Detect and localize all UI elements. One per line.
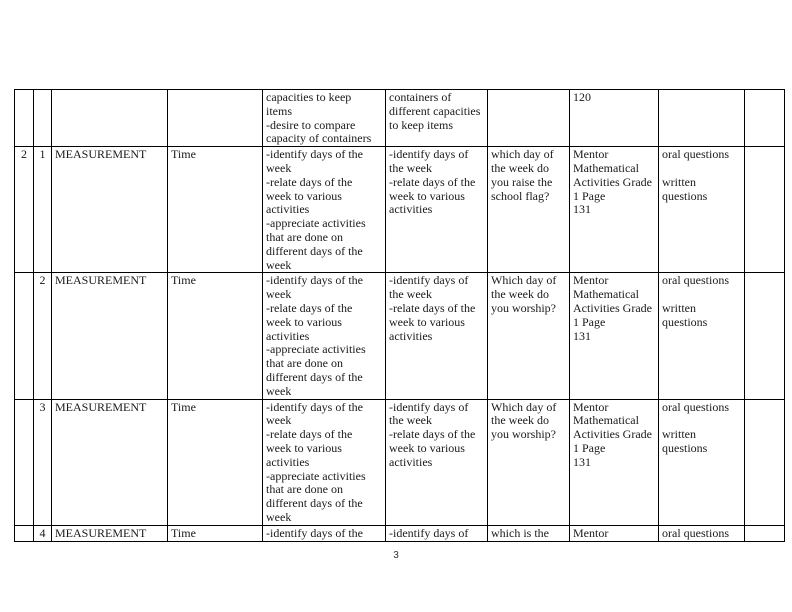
resources-cell: 120 [570,90,659,147]
strand-cell [52,90,168,147]
scheme-of-work-table [14,89,785,542]
reflection-cell [745,147,785,273]
sub-strand-cell: Time [168,147,263,273]
sub-strand-cell [168,90,263,147]
key-inquiry-question-cell: Which day of the week do you worship? [488,273,570,399]
table-row [15,90,785,147]
reflection-cell [745,399,785,525]
page-number: 3 [393,550,399,561]
assessment-cell: oral questions written questions [659,273,745,399]
learning-outcomes-cell: -identify days of the week -relate days of the week to various activities -appreciate activities that are done on different days of the week [263,399,386,525]
table-row [15,525,785,541]
learning-outcomes-cell: -identify days of the [263,525,386,541]
reflection-cell [745,525,785,541]
learning-experiences-cell: containers of different capacities to keep items [386,90,488,147]
resources-cell: Mentor Mathematical Activities Grade 1 Page 131 [570,273,659,399]
assessment-cell [659,90,745,147]
week-cell [15,273,34,399]
learning-outcomes-cell: -identify days of the week -relate days of the week to various activities -appreciate activities that are done on different days of the week [263,273,386,399]
table-row [15,273,785,399]
key-inquiry-question-cell: which is the [488,525,570,541]
week-cell: 2 [15,147,34,273]
strand-cell: MEASUREMENT [52,273,168,399]
sub-strand-cell: Time [168,399,263,525]
week-cell [15,399,34,525]
lesson-cell: 3 [34,399,52,525]
lesson-cell: 1 [34,147,52,273]
resources-cell: Mentor Mathematical Activities Grade 1 Page 131 [570,147,659,273]
table-row [15,147,785,273]
assessment-cell: oral questions [659,525,745,541]
lesson-cell: 2 [34,273,52,399]
week-cell [15,525,34,541]
resources-cell: Mentor Mathematical Activities Grade 1 Page 131 [570,399,659,525]
lesson-cell [34,90,52,147]
key-inquiry-question-cell: which day of the week do you raise the school flag? [488,147,570,273]
key-inquiry-question-cell [488,90,570,147]
learning-experiences-cell: -identify days of the week -relate days of the week to various activities [386,273,488,399]
learning-experiences-cell: -identify days of [386,525,488,541]
reflection-cell [745,90,785,147]
learning-experiences-cell: -identify days of the week -relate days of the week to various activities [386,399,488,525]
table-row [15,399,785,525]
resources-cell: Mentor [570,525,659,541]
learning-outcomes-cell: capacities to keep items -desire to compare capacity of containers [263,90,386,147]
strand-cell: MEASUREMENT [52,399,168,525]
reflection-cell [745,273,785,399]
assessment-cell: oral questions written questions [659,147,745,273]
learning-experiences-cell: -identify days of the week -relate days of the week to various activities [386,147,488,273]
assessment-cell: oral questions written questions [659,399,745,525]
sub-strand-cell: Time [168,273,263,399]
strand-cell: MEASUREMENT [52,147,168,273]
lesson-cell: 4 [34,525,52,541]
sub-strand-cell: Time [168,525,263,541]
key-inquiry-question-cell: Which day of the week do you worship? [488,399,570,525]
strand-cell: MEASUREMENT [52,525,168,541]
week-cell [15,90,34,147]
learning-outcomes-cell: -identify days of the week -relate days of the week to various activities -appreciate activities that are done on different days of the week [263,147,386,273]
